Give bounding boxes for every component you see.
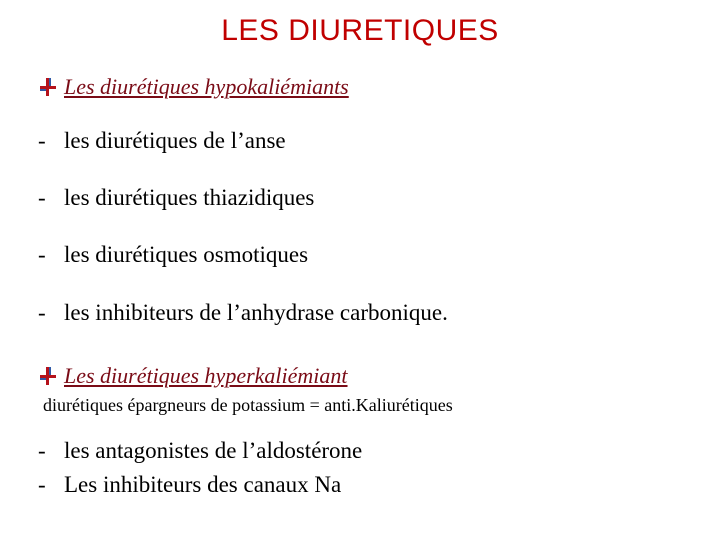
list-item-text: les diurétiques osmotiques <box>64 242 309 267</box>
item-marker: - <box>38 300 46 325</box>
list-item <box>38 128 286 154</box>
item-marker: - <box>38 472 46 497</box>
list-item <box>38 438 362 464</box>
section-heading-text: Les diurétiques hypokaliémiants <box>64 74 349 99</box>
bullet-icon <box>40 78 56 96</box>
list-item-text: les diurétiques de l’anse <box>64 128 286 153</box>
list-item <box>38 472 341 498</box>
section-heading-text: Les diurétiques hyperkaliémiant <box>64 363 348 388</box>
section-heading-hyperkaliemiant <box>40 363 348 389</box>
item-marker: - <box>38 185 46 210</box>
item-marker: - <box>38 128 46 153</box>
slide-title: LES DIURETIQUES <box>221 14 499 47</box>
item-marker: - <box>38 242 46 267</box>
item-marker: - <box>38 438 46 463</box>
list-item <box>38 242 308 268</box>
list-item-text: les diurétiques thiazidiques <box>64 185 315 210</box>
list-item-text: les inhibiteurs de l’anhydrase carbonique. <box>64 300 448 325</box>
section-heading-hypokaliemiants <box>40 74 349 100</box>
list-item <box>38 185 314 211</box>
section-note: diurétiques épargneurs de potassium = anti.Kaliurétiques <box>43 395 453 415</box>
bullet-icon <box>40 367 56 385</box>
list-item <box>38 300 448 326</box>
list-item-text: les antagonistes de l’aldostérone <box>64 438 363 463</box>
list-item-text: Les inhibiteurs des canaux Na <box>64 472 342 497</box>
